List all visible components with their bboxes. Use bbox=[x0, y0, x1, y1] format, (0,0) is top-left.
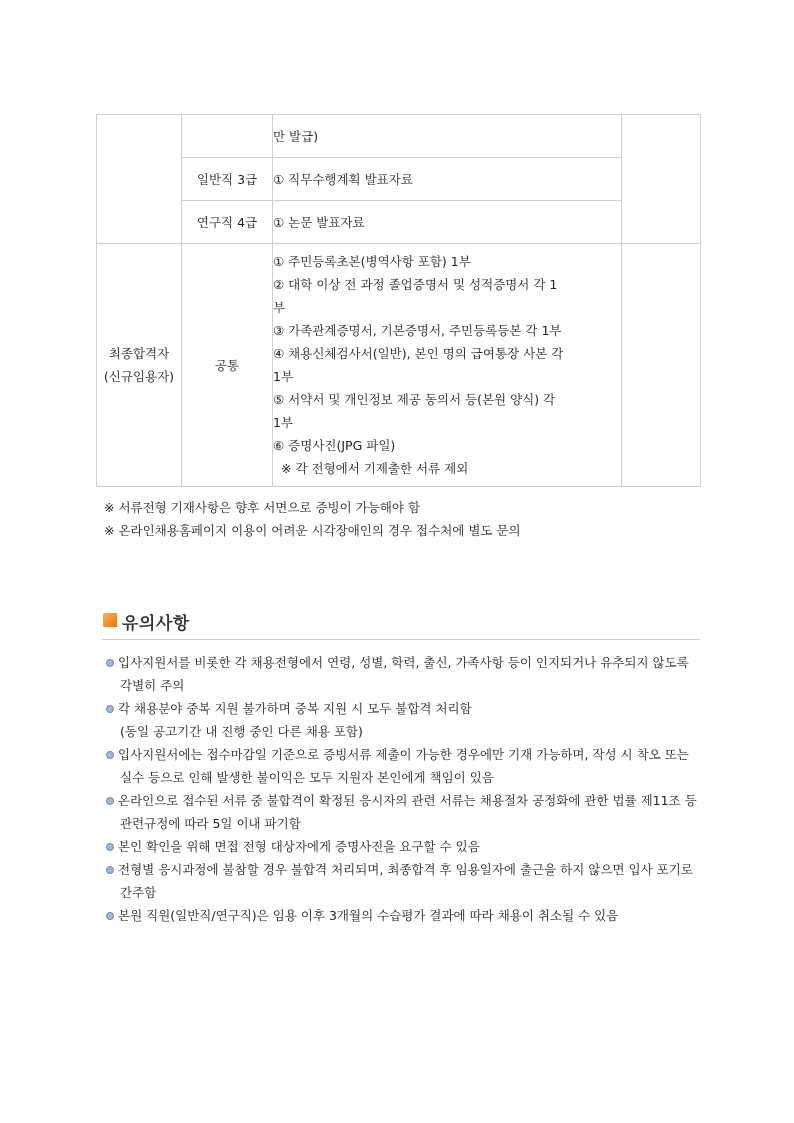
footnote: ※ 서류전형 기재사항은 향후 서면으로 증빙이 가능해야 함 bbox=[104, 500, 421, 515]
caution-list bbox=[106, 651, 698, 927]
caution-item bbox=[106, 651, 698, 697]
caution-item bbox=[106, 789, 698, 835]
table-row bbox=[97, 244, 701, 487]
doc-cell: ① 직무수행계획 발표자료 bbox=[273, 158, 622, 201]
doc-continuation: 만 발급) bbox=[273, 128, 319, 144]
doc-line: ④ 채용신체검사서(일반), 본인 명의 급여통장 사본 각 bbox=[273, 346, 564, 361]
caution-text: 본원 직원(일반직/연구직)은 임용 이후 3개월의 수습평가 결과에 따라 채용이 취소될 수 있음 bbox=[118, 908, 619, 923]
doc-line: ⑥ 증명사진(JPG 파일) bbox=[273, 438, 396, 453]
bullet-icon bbox=[106, 751, 114, 759]
doc-line: ⑤ 서약서 및 개인정보 제공 동의서 등(본원 양식) 각 bbox=[273, 392, 556, 407]
caution-item bbox=[106, 743, 698, 789]
bullet-icon bbox=[106, 705, 114, 713]
footnotes bbox=[104, 496, 704, 542]
caution-text: 각 채용분야 중복 지원 불가하며 중복 지원 시 모두 불합격 처리함 bbox=[118, 701, 472, 716]
table-row bbox=[97, 158, 701, 201]
section-marker-icon bbox=[103, 613, 117, 627]
doc-line: 부 bbox=[273, 300, 286, 315]
caution-continuation: 각별히 주의 bbox=[120, 678, 185, 693]
rank-cell bbox=[182, 115, 273, 158]
caution-continuation: 관련규정에 따라 5일 이내 파기함 bbox=[120, 816, 301, 831]
rank-cell: 연구직 4급 bbox=[182, 201, 273, 244]
stage-label: 최종합격자 bbox=[108, 346, 170, 361]
requirements-table bbox=[96, 114, 701, 487]
bullet-icon bbox=[106, 843, 114, 851]
note-cell bbox=[622, 115, 701, 244]
exclusion-note: ※ 각 전형에서 기제출한 서류 제외 bbox=[281, 461, 469, 476]
caution-item bbox=[106, 835, 698, 858]
doc-line: 1부 bbox=[273, 415, 294, 430]
caution-continuation: 실수 등으로 인해 발생한 불이익은 모두 지원자 본인에게 책임이 있음 bbox=[120, 770, 494, 785]
doc-cell: ① 논문 발표자료 bbox=[273, 201, 622, 244]
caution-text: 본인 확인을 위해 면접 전형 대상자에게 증명사진을 요구할 수 있음 bbox=[118, 839, 480, 854]
doc-line: ② 대학 이상 전 과정 졸업증명서 및 성적증명서 각 1 bbox=[273, 277, 558, 292]
doc-cell bbox=[273, 244, 622, 487]
doc-cell bbox=[273, 115, 622, 158]
rank-cell: 일반직 3급 bbox=[182, 158, 273, 201]
doc-line: 1부 bbox=[273, 369, 294, 384]
caution-text: 입사지원서에는 접수마감일 기준으로 증빙서류 제출이 가능한 경우에만 기재 가능하며, 작성 시 착오 또는 bbox=[118, 747, 689, 762]
caution-text: 온라인으로 접수된 서류 중 불합격이 확정된 응시자의 관련 서류는 채용절차 공정화에 관한 법률 제11조 등 bbox=[118, 793, 697, 808]
note-cell bbox=[622, 244, 701, 487]
final-doc-list bbox=[273, 244, 621, 486]
stage-cell bbox=[97, 244, 182, 487]
bullet-icon bbox=[106, 659, 114, 667]
caution-item bbox=[106, 697, 698, 743]
bullet-icon bbox=[106, 912, 114, 920]
caution-continuation: (동일 공고기간 내 진행 중인 다른 채용 포함) bbox=[120, 724, 363, 739]
table-row bbox=[97, 201, 701, 244]
section-header bbox=[102, 609, 700, 640]
bullet-icon bbox=[106, 797, 114, 805]
section-title: 유의사항 bbox=[122, 614, 190, 634]
caution-continuation: 간주함 bbox=[120, 885, 157, 900]
caution-text: 입사지원서를 비롯한 각 채용전형에서 연령, 성별, 학력, 출신, 가족사항 등이 인지되거나 유추되지 않도록 bbox=[118, 655, 689, 670]
doc-line: ① 주민등록초본(병역사항 포함) 1부 bbox=[273, 254, 471, 269]
bullet-icon bbox=[106, 866, 114, 874]
stage-sublabel: (신규임용자) bbox=[103, 369, 175, 384]
caution-item bbox=[106, 904, 698, 927]
rank-cell: 공통 bbox=[182, 244, 273, 487]
footnote: ※ 온라인채용홈페이지 이용이 어려운 시각장애인의 경우 접수처에 별도 문의 bbox=[104, 523, 521, 538]
caution-item bbox=[106, 858, 698, 904]
table-row bbox=[97, 115, 701, 158]
doc-line: ③ 가족관계증명서, 기본증명서, 주민등록등본 각 1부 bbox=[273, 323, 562, 338]
stage-cell bbox=[97, 115, 182, 244]
caution-text: 전형별 응시과정에 불참할 경우 불합격 처리되며, 최종합격 후 임용일자에 출근을 하지 않으면 입사 포기로 bbox=[118, 862, 693, 877]
